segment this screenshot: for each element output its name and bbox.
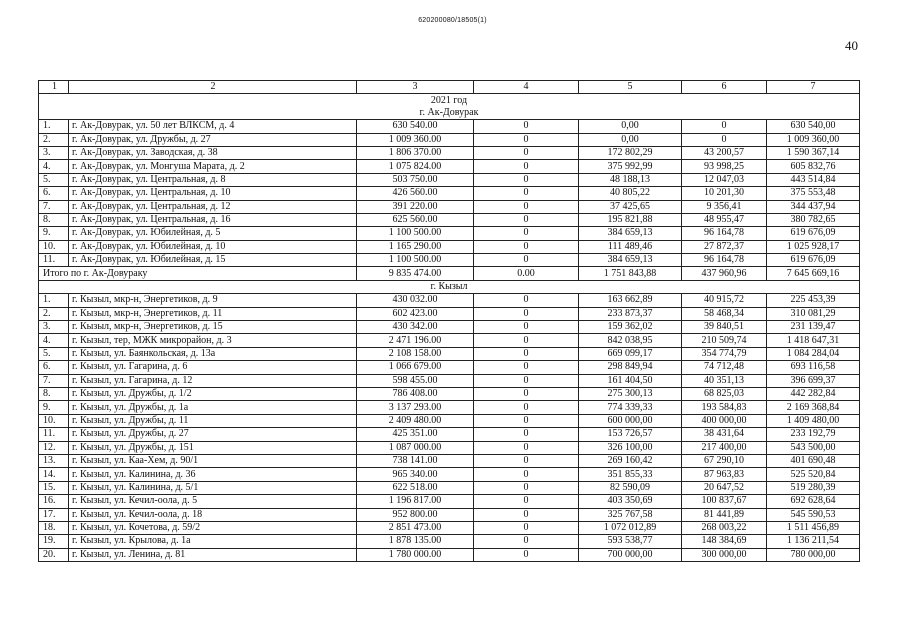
table-cell: 1 806 370.00 [357,146,474,159]
table-cell: 351 855,33 [579,468,682,481]
table-row [39,240,860,253]
table-cell: г. Кызыл, ул. Дружбы, д. 1а [69,401,357,414]
table-cell: 0 [474,468,579,481]
table-row [39,307,860,320]
table-cell: 605 832,76 [767,160,860,173]
table-cell: 93 998,25 [682,160,767,173]
table-cell: г. Ак-Довурак, ул. Центральная, д. 8 [69,173,357,186]
table-cell: 100 837,67 [682,495,767,508]
table-row [39,481,860,494]
table-row [39,173,860,186]
table-row [39,495,860,508]
table-cell: 344 437,94 [767,200,860,213]
table-row [39,160,860,173]
table-cell: г. Кызыл, мкр-н, Энергетиков, д. 11 [69,307,357,320]
city-section-title: г. Кызыл [39,280,860,293]
table-cell: 519 280,39 [767,481,860,494]
table-cell: 2. [39,307,69,320]
table-cell: 233 873,37 [579,307,682,320]
table-cell: 602 423.00 [357,307,474,320]
housing-repair-table [38,80,860,562]
table-row [39,254,860,267]
table-cell: 0 [474,428,579,441]
table-cell: 48 955,47 [682,213,767,226]
table-cell: 0 [682,120,767,133]
table-cell: г. Ак-Довурак, ул. Заводская, д. 38 [69,146,357,159]
table-cell: 3 137 293.00 [357,401,474,414]
table-cell: 58 468,34 [682,307,767,320]
table-cell: 780 000,00 [767,548,860,561]
table-cell: 81 441,89 [682,508,767,521]
table-cell: 2 169 368,84 [767,401,860,414]
table-cell: 40 805,22 [579,187,682,200]
table-row [39,187,860,200]
column-number-header: 7 [767,81,860,94]
table-cell: 43 200,57 [682,146,767,159]
table-cell: 15. [39,481,69,494]
table-cell: 67 290,10 [682,454,767,467]
table-cell: 669 099,17 [579,347,682,360]
table-cell: 5. [39,173,69,186]
table-cell: 1 100 500.00 [357,227,474,240]
table-cell: 193 584,83 [682,401,767,414]
table-cell: 630 540.00 [357,120,474,133]
table-cell: 0 [474,347,579,360]
table-cell: 161 404,50 [579,374,682,387]
table-cell: 630 540,00 [767,120,860,133]
table-cell: 195 821,88 [579,213,682,226]
table-row [39,468,860,481]
table-cell: 7. [39,374,69,387]
table-cell: 0 [474,321,579,334]
table-cell: 6. [39,187,69,200]
table-cell: 1 075 824.00 [357,160,474,173]
table-row [39,361,860,374]
table-cell: г. Кызыл, ул. Дружбы, д. 11 [69,414,357,427]
table-cell: 545 590,53 [767,508,860,521]
table-cell: 10. [39,414,69,427]
table-cell: г. Кызыл, мкр-н, Энергетиков, д. 9 [69,294,357,307]
table-cell: г. Кызыл, ул. Крылова, д. 1а [69,535,357,548]
table-cell: 0 [474,187,579,200]
table-row [39,294,860,307]
table-row [39,321,860,334]
table-cell: 1 009 360,00 [767,133,860,146]
table-cell: 269 160,42 [579,454,682,467]
table-cell: 2 108 158.00 [357,347,474,360]
table-cell: 1 780 000.00 [357,548,474,561]
table-cell: 0 [474,361,579,374]
table-cell: 0 [474,508,579,521]
table-cell: 1 087 000.00 [357,441,474,454]
table-cell: 18. [39,521,69,534]
table-cell: 3. [39,146,69,159]
table-cell: 163 662,89 [579,294,682,307]
table-cell: 210 509,74 [682,334,767,347]
table-cell: 74 712,48 [682,361,767,374]
table-cell: 391 220.00 [357,200,474,213]
table-cell: 1 418 647,31 [767,334,860,347]
column-number-header: 6 [682,81,767,94]
table-cell: 2 851 473.00 [357,521,474,534]
table-cell: 0,00 [579,133,682,146]
table-row [39,334,860,347]
column-number-header: 2 [69,81,357,94]
table-row [39,133,860,146]
table-cell: 1 025 928,17 [767,240,860,253]
table-cell: г. Кызыл, ул. Ленина, д. 81 [69,548,357,561]
table-cell: 1 066 679.00 [357,361,474,374]
table-cell: 403 350,69 [579,495,682,508]
table-cell: 0 [474,481,579,494]
table-cell: 38 431,64 [682,428,767,441]
table-cell: 0 [474,200,579,213]
city-section-row [39,280,860,293]
table-cell: 27 872,37 [682,240,767,253]
table-cell: 9. [39,227,69,240]
table-cell: 1 196 817.00 [357,495,474,508]
year-row [39,94,860,107]
table-cell: г. Кызыл, ул. Гагарина, д. 12 [69,374,357,387]
table-cell: 0 [474,146,579,159]
table-cell: 12. [39,441,69,454]
document-id: 620200080/18505(1) [418,17,487,24]
table-cell: 310 081,29 [767,307,860,320]
table-cell: 503 750.00 [357,173,474,186]
table-cell: г. Ак-Довурак, ул. Центральная, д. 10 [69,187,357,200]
table-cell: 0 [474,307,579,320]
table-row [39,401,860,414]
table-row [39,441,860,454]
table-cell: г. Кызыл, ул. Дружбы, д. 27 [69,428,357,441]
table-cell: 5. [39,347,69,360]
table-cell: 8. [39,213,69,226]
table-cell: 1 511 456,89 [767,521,860,534]
total-value: 437 960,96 [682,267,767,280]
table-cell: г. Кызыл, ул. Калинина, д. 5/1 [69,481,357,494]
table-cell: 400 000,00 [682,414,767,427]
table-cell: 600 000,00 [579,414,682,427]
total-value: 1 751 843,88 [579,267,682,280]
year-label: 2021 год [39,94,860,107]
table-cell: 1 084 284,04 [767,347,860,360]
table-cell: 0 [474,240,579,253]
table-cell: г. Кызыл, ул. Кочетова, д. 59/2 [69,521,357,534]
table-cell: 692 628,64 [767,495,860,508]
table-cell: 375 992,99 [579,160,682,173]
table-row [39,213,860,226]
table-cell: г. Кызыл, ул. Гагарина, д. 6 [69,361,357,374]
table-cell: 774 339,33 [579,401,682,414]
table-cell: 0 [474,401,579,414]
table-cell: 443 514,84 [767,173,860,186]
table-cell: 401 690,48 [767,454,860,467]
table-cell: 786 408.00 [357,387,474,400]
table-cell: 326 100,00 [579,441,682,454]
total-value: 0.00 [474,267,579,280]
table-row [39,508,860,521]
table-cell: 625 560.00 [357,213,474,226]
table-cell: г. Ак-Довурак, ул. 50 лет ВЛКСМ, д. 4 [69,120,357,133]
total-value: 7 645 669,16 [767,267,860,280]
table-cell: 14. [39,468,69,481]
table-cell: г. Кызыл, ул. Кечил-оола, д. 5 [69,495,357,508]
table-row [39,535,860,548]
table-cell: 442 282,84 [767,387,860,400]
table-cell: 6. [39,361,69,374]
table-cell: 0 [474,120,579,133]
table-cell: 325 767,58 [579,508,682,521]
table-row [39,200,860,213]
table-cell: г. Ак-Довурак, ул. Центральная, д. 12 [69,200,357,213]
table-cell: 3. [39,321,69,334]
table-cell: 1 409 480,00 [767,414,860,427]
table-cell: 693 116,58 [767,361,860,374]
table-cell: 159 362,02 [579,321,682,334]
table-cell: 0 [474,160,579,173]
table-cell: 16. [39,495,69,508]
table-cell: 0,00 [579,120,682,133]
table-cell: г. Ак-Довурак, ул. Юбилейная, д. 10 [69,240,357,253]
table-cell: 425 351.00 [357,428,474,441]
table-cell: 1 590 367,14 [767,146,860,159]
table-cell: 96 164,78 [682,254,767,267]
table-cell: 153 726,57 [579,428,682,441]
table-cell: 17. [39,508,69,521]
table-cell: 0 [474,374,579,387]
table-cell: 20 647,52 [682,481,767,494]
column-number-header: 4 [474,81,579,94]
table-row [39,548,860,561]
table-cell: 430 342.00 [357,321,474,334]
table-cell: 0 [474,227,579,240]
table-cell: 375 553,48 [767,187,860,200]
table-cell: 1 878 135.00 [357,535,474,548]
table-cell: г. Кызыл, ул. Дружбы, д. 1/2 [69,387,357,400]
table-cell: 0 [682,133,767,146]
table-cell: 82 590,09 [579,481,682,494]
table-cell: 10 201,30 [682,187,767,200]
table-cell: 619 676,09 [767,254,860,267]
table-cell: 275 300,13 [579,387,682,400]
table-cell: 0 [474,441,579,454]
table-row [39,387,860,400]
table-cell: 2 471 196.00 [357,334,474,347]
table-cell: 8. [39,387,69,400]
table-cell: г. Ак-Довурак, ул. Монгуша Марата, д. 2 [69,160,357,173]
table-row [39,414,860,427]
table-cell: 396 699,37 [767,374,860,387]
table-cell: 738 141.00 [357,454,474,467]
table-cell: 384 659,13 [579,254,682,267]
table-cell: 11. [39,428,69,441]
table-cell: 0 [474,535,579,548]
table-cell: 40 351,13 [682,374,767,387]
table-cell: 111 489,46 [579,240,682,253]
table-cell: 11. [39,254,69,267]
table-cell: 0 [474,254,579,267]
table-cell: 0 [474,334,579,347]
table-cell: 7. [39,200,69,213]
total-value: 9 835 474.00 [357,267,474,280]
table-cell: 1 100 500.00 [357,254,474,267]
table-cell: 842 038,95 [579,334,682,347]
table-cell: 9 356,41 [682,200,767,213]
table-cell: 1 072 012,89 [579,521,682,534]
table-cell: 40 915,72 [682,294,767,307]
table-cell: г. Ак-Довурак, ул. Юбилейная, д. 5 [69,227,357,240]
table-cell: 231 139,47 [767,321,860,334]
table-row [39,454,860,467]
table-row [39,374,860,387]
table-cell: 233 192,79 [767,428,860,441]
table-cell: 1 136 211,54 [767,535,860,548]
total-row [39,267,860,280]
table-row [39,146,860,159]
table-cell: г. Кызыл, ул. Каа-Хем, д. 90/1 [69,454,357,467]
city-section-title: г. Ак-Довурак [39,107,860,120]
table-row [39,521,860,534]
table-cell: 0 [474,213,579,226]
table-cell: 525 520,84 [767,468,860,481]
table-cell: 0 [474,387,579,400]
table-cell: 1. [39,120,69,133]
column-number-header: 5 [579,81,682,94]
table-cell: 0 [474,133,579,146]
table-cell: 952 800.00 [357,508,474,521]
table-cell: г. Ак-Довурак, ул. Юбилейная, д. 15 [69,254,357,267]
table-cell: 965 340.00 [357,468,474,481]
table-cell: 12 047,03 [682,173,767,186]
table-cell: 354 774,79 [682,347,767,360]
table-cell: 700 000,00 [579,548,682,561]
table-cell: г. Ак-Довурак, ул. Дружбы, д. 27 [69,133,357,146]
table-cell: г. Кызыл, ул. Дружбы, д. 151 [69,441,357,454]
table-cell: 598 455.00 [357,374,474,387]
table-cell: 0 [474,414,579,427]
table-cell: г. Кызыл, тер, МЖК микрорайон, д. 3 [69,334,357,347]
table-cell: 430 032.00 [357,294,474,307]
total-label: Итого по г. Ак-Довураку [39,267,357,280]
table-cell: 619 676,09 [767,227,860,240]
table-cell: г. Кызыл, ул. Калинина, д. 36 [69,468,357,481]
table-row [39,120,860,133]
table-cell: г. Кызыл, ул. Кечил-оола, д. 18 [69,508,357,521]
table-cell: 68 825,03 [682,387,767,400]
table-cell: 4. [39,160,69,173]
table-cell: 1. [39,294,69,307]
table-cell: 0 [474,454,579,467]
table-cell: г. Кызыл, ул. Баянкольская, д. 13а [69,347,357,360]
city-section-row [39,107,860,120]
table-cell: 19. [39,535,69,548]
table-cell: 0 [474,521,579,534]
table-row [39,428,860,441]
table-cell: 20. [39,548,69,561]
table-cell: 380 782,65 [767,213,860,226]
table-cell: 426 560.00 [357,187,474,200]
table-cell: 1 009 360.00 [357,133,474,146]
table-cell: 148 384,69 [682,535,767,548]
table-cell: 300 000,00 [682,548,767,561]
page-number: 40 [845,38,858,53]
table-cell: 0 [474,294,579,307]
table-body [39,81,860,562]
column-number-header: 1 [39,81,69,94]
table-cell: 13. [39,454,69,467]
table-cell: 96 164,78 [682,227,767,240]
table-cell: 543 500,00 [767,441,860,454]
table-cell: г. Ак-Довурак, ул. Центральная, д. 16 [69,213,357,226]
table-cell: 225 453,39 [767,294,860,307]
table-cell: 268 003,22 [682,521,767,534]
table-cell: 37 425,65 [579,200,682,213]
column-number-header: 3 [357,81,474,94]
table-row [39,227,860,240]
table-cell: 1 165 290.00 [357,240,474,253]
table-cell: 39 840,51 [682,321,767,334]
table-cell: 0 [474,548,579,561]
table-cell: 622 518.00 [357,481,474,494]
table-cell: 4. [39,334,69,347]
table-cell: 2 409 480.00 [357,414,474,427]
table-cell: 384 659,13 [579,227,682,240]
column-number-header-row [39,81,860,94]
table-cell: 0 [474,495,579,508]
table-row [39,347,860,360]
table-cell: 10. [39,240,69,253]
table-cell: 48 188,13 [579,173,682,186]
table-cell: 2. [39,133,69,146]
table-cell: 217 400,00 [682,441,767,454]
table-cell: 593 538,77 [579,535,682,548]
table-cell: г. Кызыл, мкр-н, Энергетиков, д. 15 [69,321,357,334]
table-cell: 9. [39,401,69,414]
table-cell: 87 963,83 [682,468,767,481]
table-cell: 0 [474,173,579,186]
table-cell: 172 802,29 [579,146,682,159]
table-cell: 298 849,94 [579,361,682,374]
